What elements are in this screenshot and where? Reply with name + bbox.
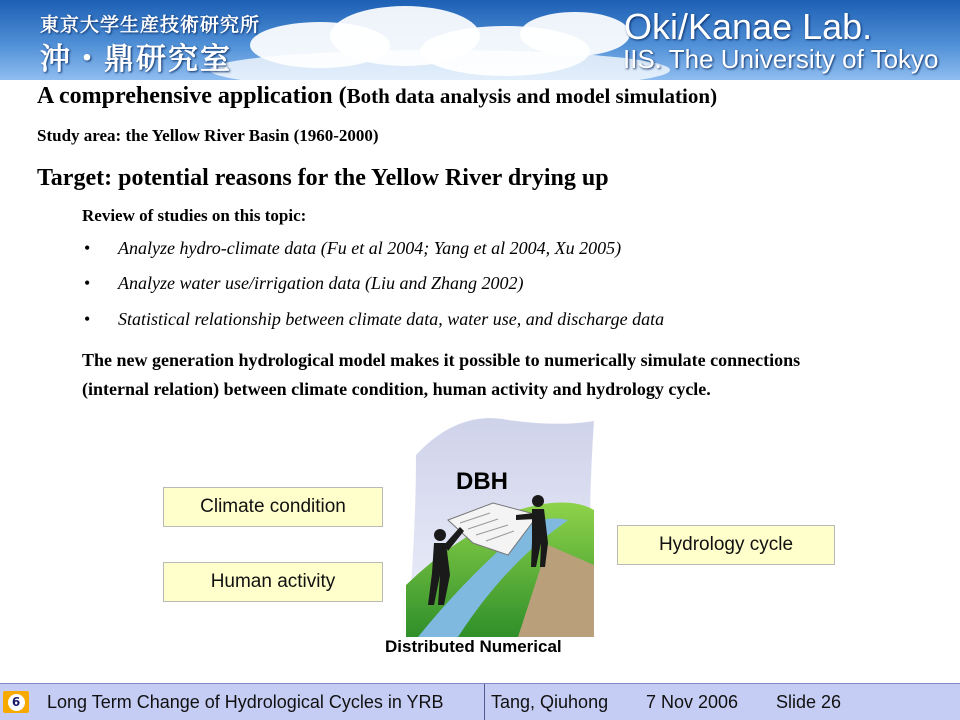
cloud-shape xyxy=(520,12,630,56)
bullet-text: Statistical relationship between climate data, water use, and discharge data xyxy=(118,309,665,329)
human-activity-box: Human activity xyxy=(163,562,383,602)
bullet-item xyxy=(84,238,621,259)
bullet-dot: • xyxy=(84,309,91,329)
bullet-dot: • xyxy=(84,238,91,258)
lab-affiliation: IIS. The University of Tokyo xyxy=(623,44,939,74)
slide-number-badge xyxy=(3,691,29,713)
study-area: Study area: the Yellow River Basin (1960-2000) xyxy=(37,126,379,145)
dbh-label: DBH xyxy=(456,468,508,495)
slide-title-paren: Both data analysis and model simulation) xyxy=(346,84,718,108)
slide-title-main: A comprehensive application ( xyxy=(37,83,347,109)
footer-author: Tang, Qiuhong xyxy=(491,692,609,712)
lab-name: Oki/Kanae Lab. xyxy=(624,6,873,47)
description-paragraph: The new generation hydrological model makes it possible to numerically simulate connections (internal relation) between climate condition, human activity and hydrology cycle. xyxy=(82,350,801,399)
footer-divider xyxy=(484,684,485,720)
hydrology-cycle-box: Hydrology cycle xyxy=(617,525,835,565)
footer-date: 7 Nov 2006 xyxy=(646,692,739,712)
bullet-item xyxy=(84,273,524,294)
footer-title: Long Term Change of Hydrological Cycles in YRB xyxy=(47,692,444,712)
review-heading: Review of studies on this topic: xyxy=(82,206,307,225)
header-banner xyxy=(0,0,960,80)
bullet-text: Analyze water use/irrigation data (Liu and Zhang 2002) xyxy=(118,273,524,293)
badge-number: 6 xyxy=(8,694,25,711)
institute-name-jp: 東京大学生産技術研究所 xyxy=(40,14,261,36)
slide-title xyxy=(37,83,717,110)
target-heading: Target: potential reasons for the Yellow River drying up xyxy=(37,165,609,191)
diagram-caption: Distributed Numerical xyxy=(385,637,562,656)
people-holding-map-icon xyxy=(398,415,598,637)
footer-slide-number: Slide 26 xyxy=(776,692,842,712)
bullet-text: Analyze hydro-climate data (Fu et al 2004; Yang et al 2004, Xu 2005) xyxy=(118,238,622,258)
footer-bar xyxy=(0,683,960,720)
lab-name-jp: 沖・鼎研究室 xyxy=(40,42,232,77)
climate-condition-box: Climate condition xyxy=(163,487,383,527)
bullet-dot: • xyxy=(84,273,91,293)
bullet-item xyxy=(84,309,664,330)
